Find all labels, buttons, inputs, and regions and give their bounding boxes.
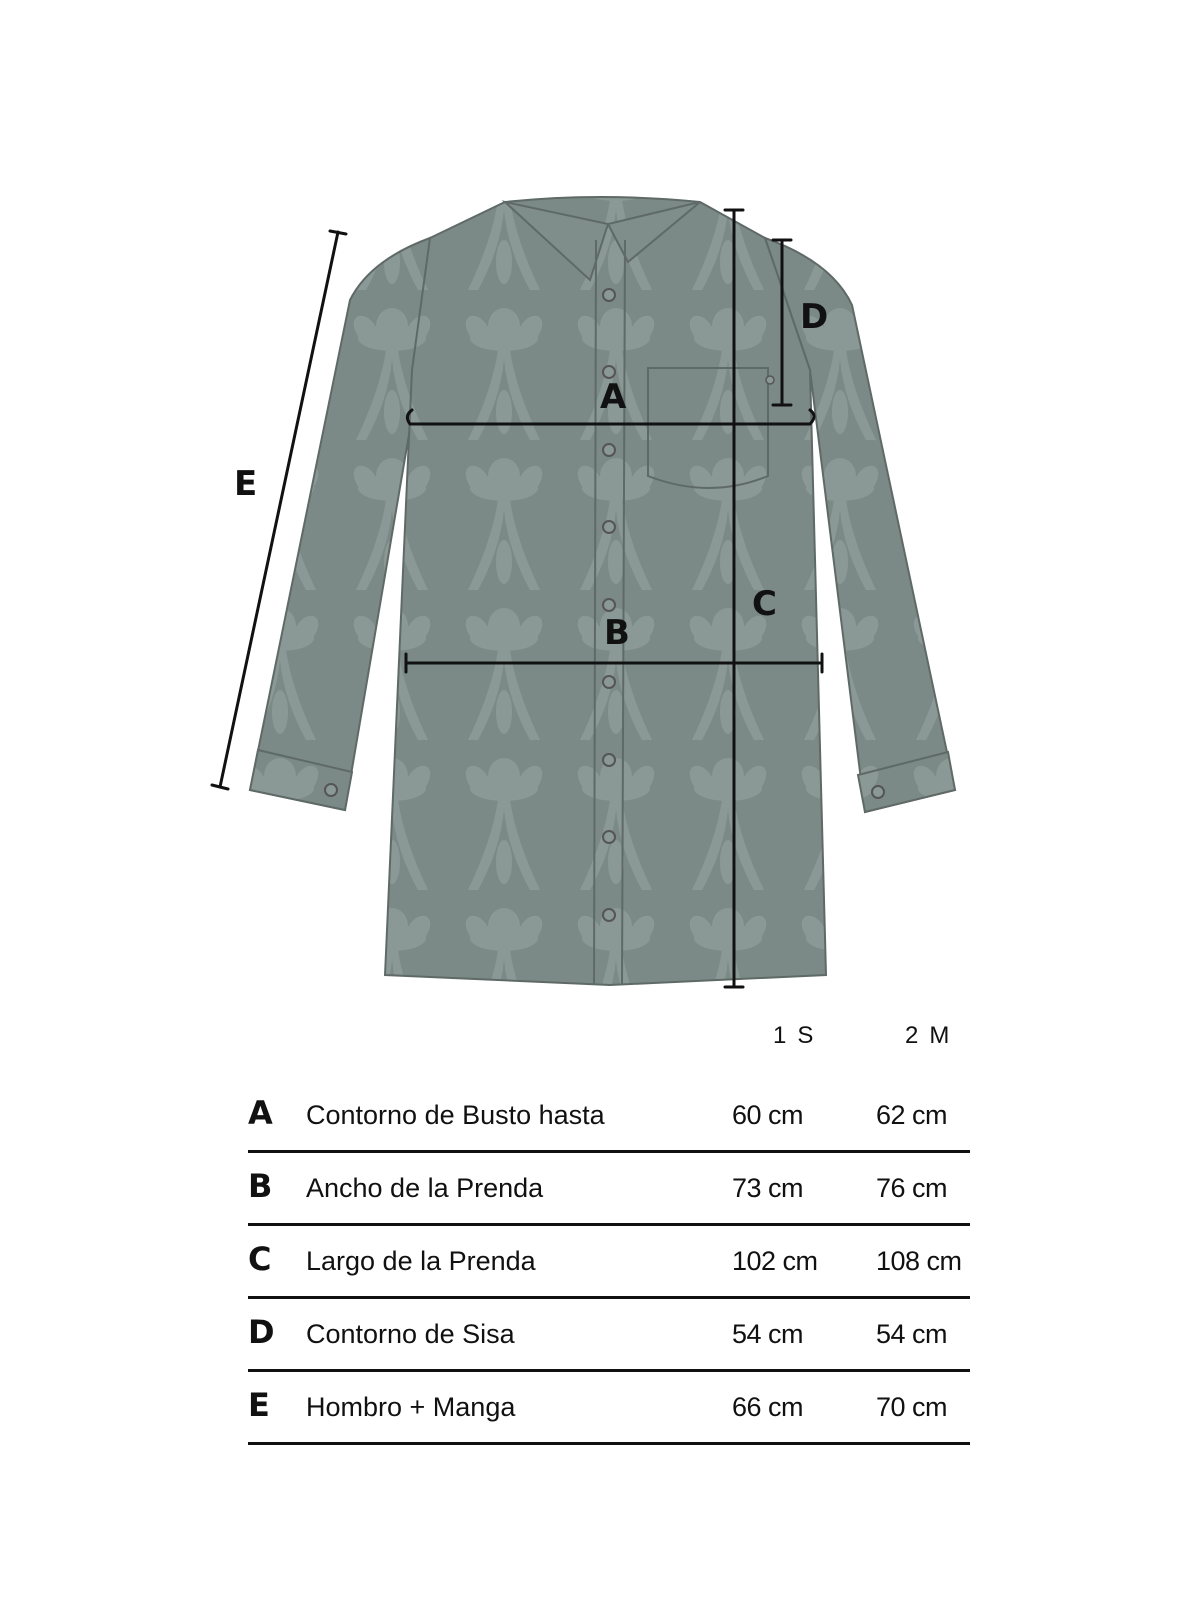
table-row [248,1226,970,1299]
value-m: 54 cm [876,1319,948,1349]
size-column-m [905,1022,950,1050]
size-label: S [797,1022,815,1049]
size-number: 2 [905,1022,920,1049]
table-row [248,1372,970,1445]
left-cuff-button [325,784,337,796]
button-7 [603,754,615,766]
size-label: M [929,1022,951,1049]
label-b: B [604,613,630,653]
value-s: 54 cm [732,1319,804,1349]
value-m: 76 cm [876,1173,948,1203]
row-description: Largo de la Prenda [306,1246,536,1276]
button-4 [603,521,615,533]
pocket-button [766,376,774,384]
value-m: 62 cm [876,1100,948,1130]
label-c: C [752,584,777,624]
value-s: 66 cm [732,1392,804,1422]
button-1 [603,289,615,301]
row-letter: E [248,1386,270,1424]
row-letter: A [248,1094,273,1132]
table-row [248,1080,970,1153]
button-3 [603,444,615,456]
button-8 [603,831,615,843]
table-row [248,1153,970,1226]
button-9 [603,909,615,921]
row-letter: B [248,1167,273,1205]
row-description: Ancho de la Prenda [306,1173,544,1203]
button-6 [603,676,615,688]
button-5 [603,599,615,611]
label-d: D [800,297,829,337]
value-s: 60 cm [732,1100,804,1130]
value-s: 73 cm [732,1173,804,1203]
value-m: 70 cm [876,1392,948,1422]
size-number: 1 [773,1022,788,1049]
label-a: A [600,377,627,417]
size-header [0,1022,1200,1062]
right-cuff-button [872,786,884,798]
value-s: 102 cm [732,1246,818,1276]
row-description: Hombro + Manga [306,1392,516,1422]
label-e: E [234,464,258,504]
table-row [248,1299,970,1372]
size-table [248,1080,970,1445]
row-description: Contorno de Sisa [306,1319,515,1349]
value-m: 108 cm [876,1246,962,1276]
row-letter: C [248,1240,272,1278]
row-letter: D [248,1313,275,1351]
row-description: Contorno de Busto hasta [306,1100,605,1130]
size-column-s [773,1022,814,1050]
